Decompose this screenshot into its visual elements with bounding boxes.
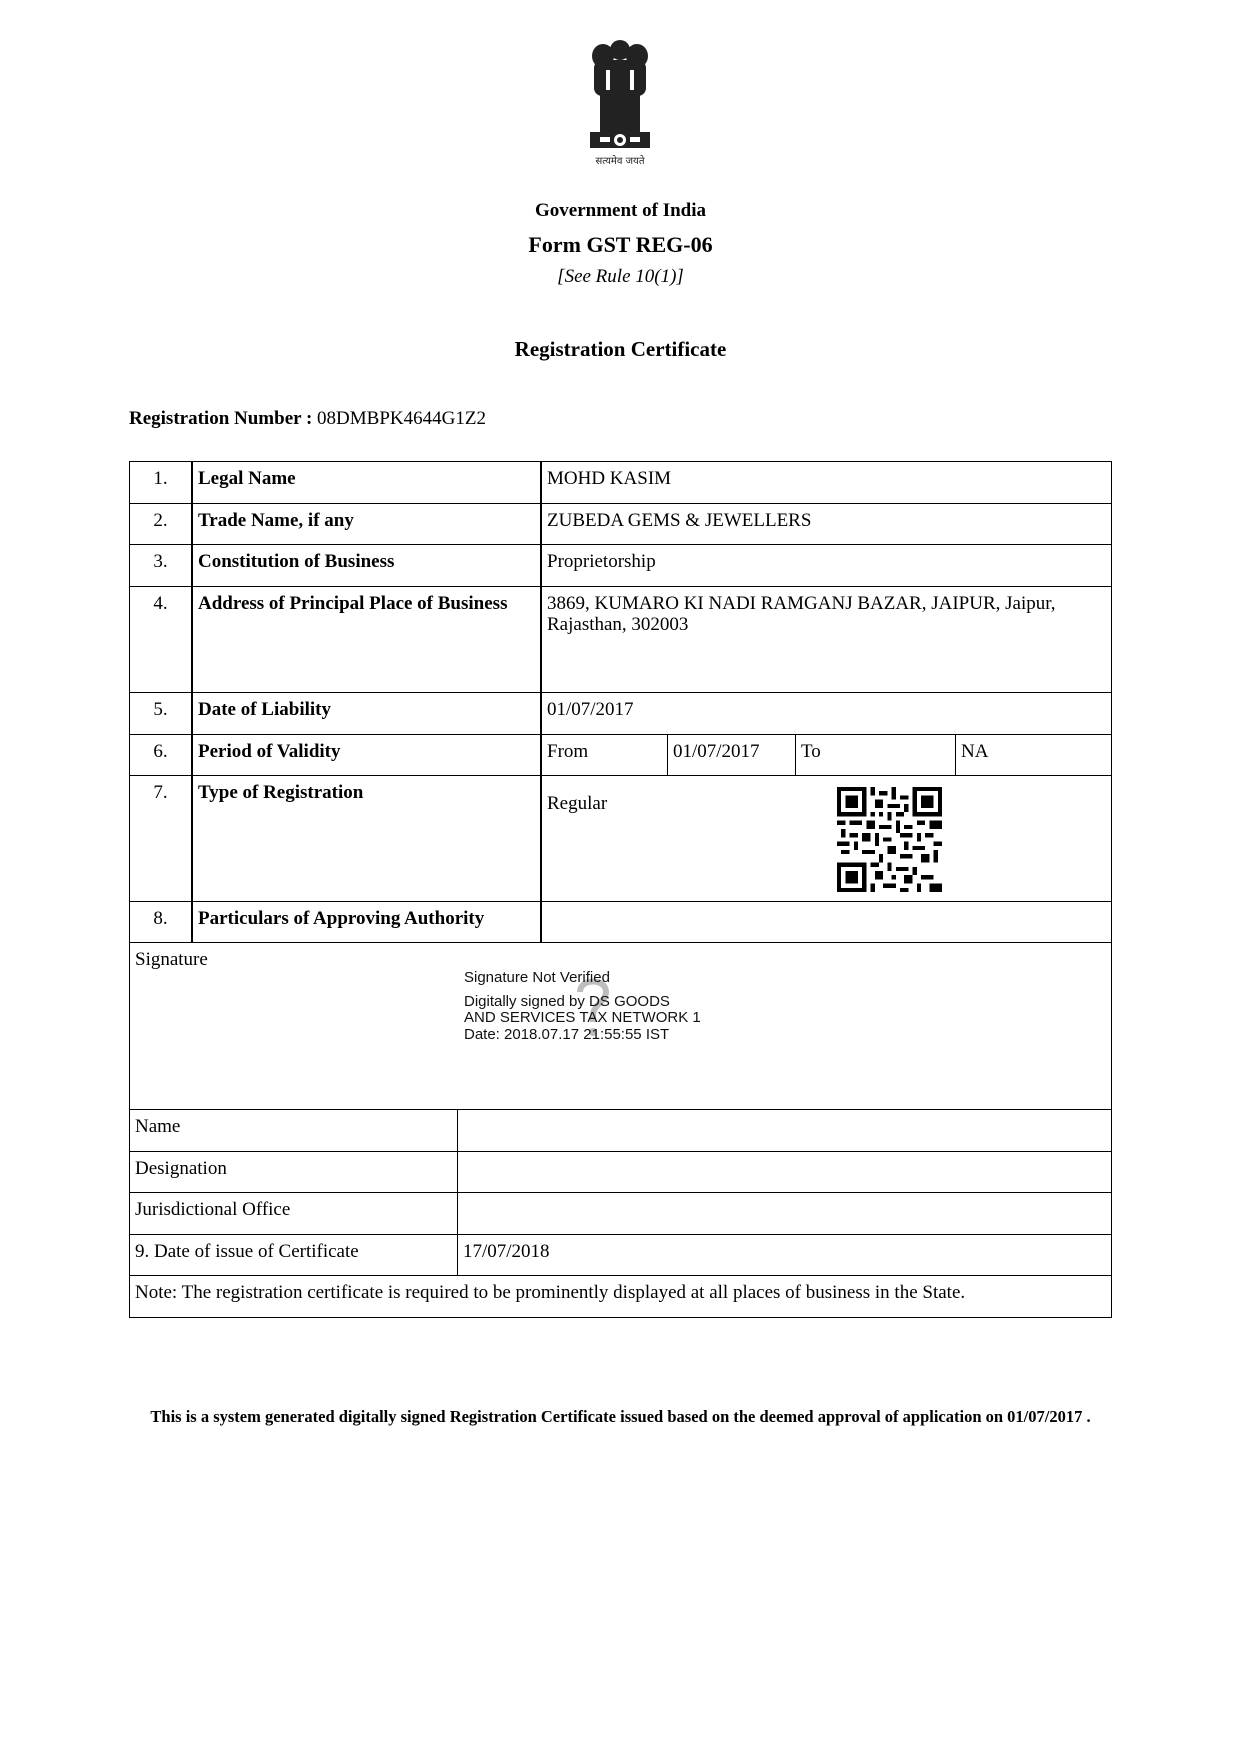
validity-to-label: To — [795, 734, 956, 776]
row-label-trade-name: Trade Name, if any — [192, 503, 541, 545]
row-value-constitution: Proprietorship — [541, 544, 1112, 587]
row-value-legal-name: MOHD KASIM — [541, 461, 1112, 504]
row-number: 4. — [129, 586, 192, 693]
qr-code-icon — [837, 787, 942, 892]
authority-designation-label: Designation — [129, 1151, 458, 1193]
row-number: 1. — [129, 461, 192, 504]
registration-number-value: 08DMBPK4644G1Z2 — [317, 408, 486, 429]
signature-label: Signature — [135, 949, 208, 970]
row-value-address: 3869, KUMARO KI NADI RAMGANJ BAZAR, JAIPUR, Jaipur, Rajasthan, 302003 — [541, 586, 1112, 693]
row-label-date-of-liability: Date of Liability — [192, 692, 541, 735]
row-number: 6. — [129, 734, 192, 776]
display-note: Note: The registration certificate is required to be prominently displayed at all places of business in the State. — [129, 1275, 1112, 1318]
row-number: 5. — [129, 692, 192, 735]
row-number: 7. — [129, 775, 192, 902]
row-value-type-of-registration: Regular — [541, 775, 1112, 902]
authority-designation-value — [457, 1151, 1112, 1193]
issue-date-value: 17/07/2018 — [457, 1234, 1112, 1276]
form-title: Form GST REG-06 — [528, 232, 713, 257]
row-number: 8. — [129, 901, 192, 943]
government-heading: Government of India — [535, 200, 706, 221]
issue-date-label: 9. Date of issue of Certificate — [129, 1234, 458, 1276]
signature-signer-line2: AND SERVICES TAX NETWORK 1 — [464, 1009, 701, 1026]
row-label-period-of-validity: Period of Validity — [192, 734, 541, 776]
row-label-address: Address of Principal Place of Business — [192, 586, 541, 693]
emblem-motto: सत्यमेव जयते — [595, 156, 645, 167]
row-value-approving-authority — [541, 901, 1112, 943]
authority-office-label: Jurisdictional Office — [129, 1192, 458, 1235]
validity-from-label: From — [541, 734, 668, 776]
row-label-constitution: Constitution of Business — [192, 544, 541, 587]
validity-from-value: 01/07/2017 — [667, 734, 796, 776]
row-number: 3. — [129, 544, 192, 587]
row-label-type-of-registration: Type of Registration — [192, 775, 541, 902]
authority-office-value — [457, 1192, 1112, 1235]
row-value-date-of-liability: 01/07/2017 — [541, 692, 1112, 735]
signature-status: Signature Not Verified — [464, 969, 610, 986]
row-label-legal-name: Legal Name — [192, 461, 541, 504]
authority-name-label: Name — [129, 1109, 458, 1152]
registration-number — [129, 408, 486, 430]
validity-to-value: NA — [955, 734, 1112, 776]
certificate-title: Registration Certificate — [514, 337, 727, 361]
row-value-trade-name: ZUBEDA GEMS & JEWELLERS — [541, 503, 1112, 545]
national-emblem-icon — [578, 36, 662, 168]
rule-reference: [See Rule 10(1)] — [557, 266, 684, 287]
digital-signature-info — [464, 970, 701, 1043]
footer-statement: This is a system generated digitally signed Registration Certificate issued based on the deemed approval of application on 01/07/2017 . — [150, 1407, 1091, 1426]
signature-date: Date: 2018.07.17 21:55:55 IST — [464, 1025, 670, 1043]
row-label-approving-authority: Particulars of Approving Authority — [192, 901, 541, 943]
authority-name-value — [457, 1109, 1112, 1152]
row-number: 2. — [129, 503, 192, 545]
registration-number-label: Registration Number : — [129, 408, 313, 429]
signature-signer-line1: Digitally signed by DS GOODS — [464, 992, 670, 1010]
